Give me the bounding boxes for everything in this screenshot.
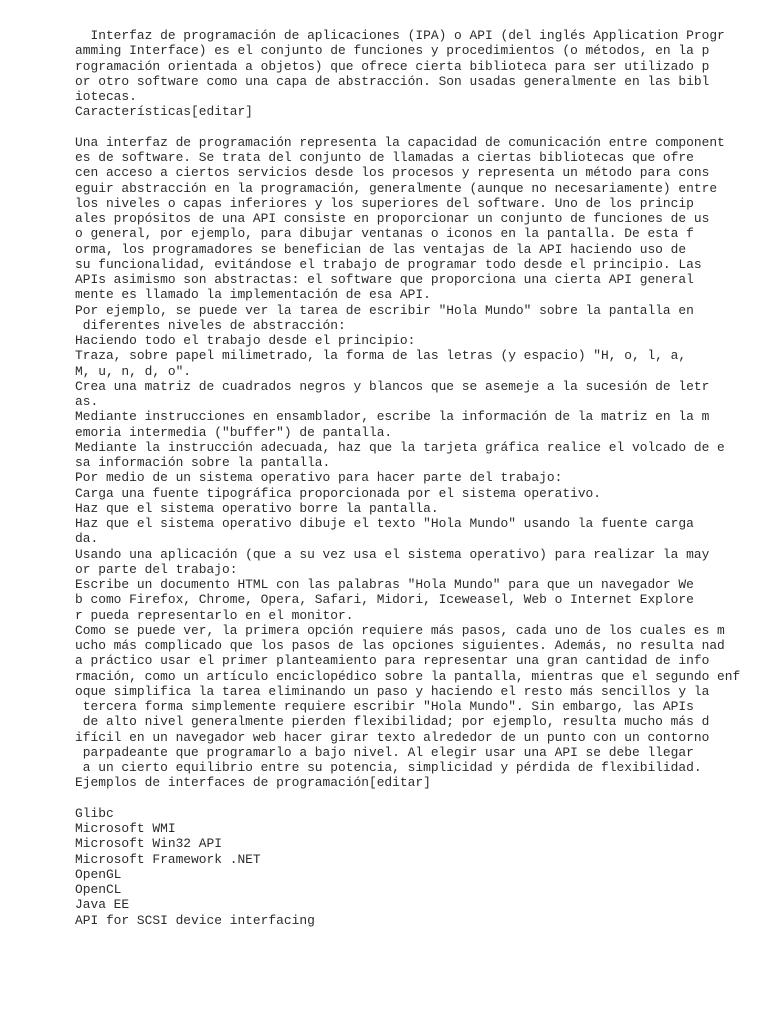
text-line: Haz que el sistema operativo dibuje el texto "Hola Mundo" usando la fuente carga — [75, 516, 694, 531]
text-line: Glibc — [75, 805, 114, 821]
text-line: b como Firefox, Chrome, Opera, Safari, Midori, Iceweasel, Web o Internet Explore — [75, 592, 694, 608]
text-line: ales propósitos de una API consiste en proporcionar un conjunto de funciones de us — [75, 211, 710, 226]
text-line: oque simplifica la tarea eliminando un paso y haciendo el resto más sencillos y la — [75, 683, 710, 699]
text-line: Mediante instrucciones en ensamblador, escribe la información de la matriz en la m — [75, 409, 710, 425]
text-line: rmación, como un artículo enciclopédico sobre la pantalla, mientras que el segundo enf — [75, 668, 741, 684]
text-line: M, u, n, d, o". — [75, 363, 192, 379]
text-line: su funcionalidad, evitándose el trabajo de programar todo desde el principio. Las — [75, 256, 702, 272]
text-line: orma, los programadores se benefician de las ventajas de la API haciendo uso de — [75, 241, 687, 257]
text-line: as. — [75, 394, 99, 409]
text-line: a un cierto equilibrio entre su potencia, simplicidad y pérdida de flexibilidad. — [75, 760, 702, 775]
text-line: or parte del trabajo: — [75, 561, 238, 577]
text-line: mente es llamado la implementación de esa API. — [75, 287, 431, 303]
text-line: sa información sobre la pantalla. — [75, 455, 331, 470]
text-line: or otro software como una capa de abstracción. Son usadas generalmente en las bibl — [75, 73, 710, 89]
text-line: ucho más complicado que los pasos de las opciones siguientes. Además, no resulta nad — [75, 638, 725, 653]
text-line: iotecas. — [75, 89, 137, 104]
text-line: cen acceso a ciertos servicios desde los procesos y representa un método para cons — [75, 165, 710, 181]
text-line: o general, por ejemplo, para dibujar ventanas o iconos en la pantalla. De esta f — [75, 226, 694, 242]
text-line — [75, 120, 765, 135]
text-line: Como se puede ver, la primera opción requiere más pasos, cada uno de los cuales es m — [75, 622, 725, 638]
text-line: Usando una aplicación (que a su vez usa el sistema operativo) para realizar la may — [75, 546, 710, 562]
text-line: da. — [75, 531, 99, 547]
text-line: Características[editar] — [75, 104, 253, 120]
document-body — [75, 28, 765, 928]
text-line — [75, 791, 765, 806]
text-line: rogramación orientada a objetos) que ofrece cierta biblioteca para ser utilizado p — [75, 58, 710, 74]
text-line: tercera forma simplemente requiere escribir "Hola Mundo". Sin embargo, las APIs — [75, 699, 694, 714]
text-line: es de software. Se trata del conjunto de llamadas a ciertas bibliotecas que ofre — [75, 150, 694, 165]
text-line: Interfaz de programación de aplicaciones (IPA) o API (del inglés Application Progr — [75, 28, 725, 43]
text-line: diferentes niveles de abstracción: — [75, 317, 346, 333]
text-line: API for SCSI device interfacing — [75, 912, 315, 928]
text-line: los niveles o capas inferiores y los superiores del software. Uno de los princip — [75, 195, 694, 211]
text-line: ifícil en un navegador web hacer girar texto alrededor de un punto con un contorno — [75, 729, 710, 745]
text-line: Una interfaz de programación representa la capacidad de comunicación entre component — [75, 134, 725, 150]
text-line: Microsoft Win32 API — [75, 836, 222, 852]
text-line: Por ejemplo, se puede ver la tarea de escribir "Hola Mundo" sobre la pantalla en — [75, 302, 694, 318]
text-line: eguir abstracción en la programación, generalmente (aunque no necesariamente) entre — [75, 180, 718, 196]
text-line: APIs asimismo son abstractas: el software que proporciona una cierta API general — [75, 272, 694, 287]
text-line: Mediante la instrucción adecuada, haz que la tarjeta gráfica realice el volcado de e — [75, 439, 725, 455]
text-line: de alto nivel generalmente pierden flexibilidad; por ejemplo, resulta mucho más d — [75, 714, 710, 730]
text-line: emoria intermedia ("buffer") de pantalla. — [75, 424, 393, 440]
text-line: Haz que el sistema operativo borre la pantalla. — [75, 500, 439, 516]
text-line: Por medio de un sistema operativo para hacer parte del trabajo: — [75, 470, 563, 486]
text-line: Carga una fuente tipográfica proporcionada por el sistema operativo. — [75, 485, 602, 501]
text-line: OpenGL — [75, 866, 122, 882]
text-line: Escribe un documento HTML con las palabras "Hola Mundo" para que un navegador We — [75, 577, 694, 592]
text-line: OpenCL — [75, 882, 122, 897]
text-line: Java EE — [75, 897, 130, 913]
text-line: Crea una matriz de cuadrados negros y blancos que se asemeje a la sucesión de letr — [75, 378, 710, 394]
text-line: amming Interface) es el conjunto de funciones y procedimientos (o métodos, en la p — [75, 43, 710, 59]
text-line: Ejemplos de interfaces de programación[editar] — [75, 775, 431, 791]
text-line: a práctico usar el primer planteamiento para representar una gran cantidad de info — [75, 653, 710, 669]
text-line: Microsoft WMI — [75, 821, 176, 836]
text-line: r pueda representarlo en el monitor. — [75, 607, 354, 623]
text-line: parpadeante que programarlo a bajo nivel. Al elegir usar una API se debe llegar — [75, 744, 694, 760]
text-line: Microsoft Framework .NET — [75, 851, 261, 867]
text-line: Traza, sobre papel milimetrado, la forma de las letras (y espacio) "H, o, l, a, — [75, 348, 687, 364]
text-line: Haciendo todo el trabajo desde el principio: — [75, 333, 416, 348]
